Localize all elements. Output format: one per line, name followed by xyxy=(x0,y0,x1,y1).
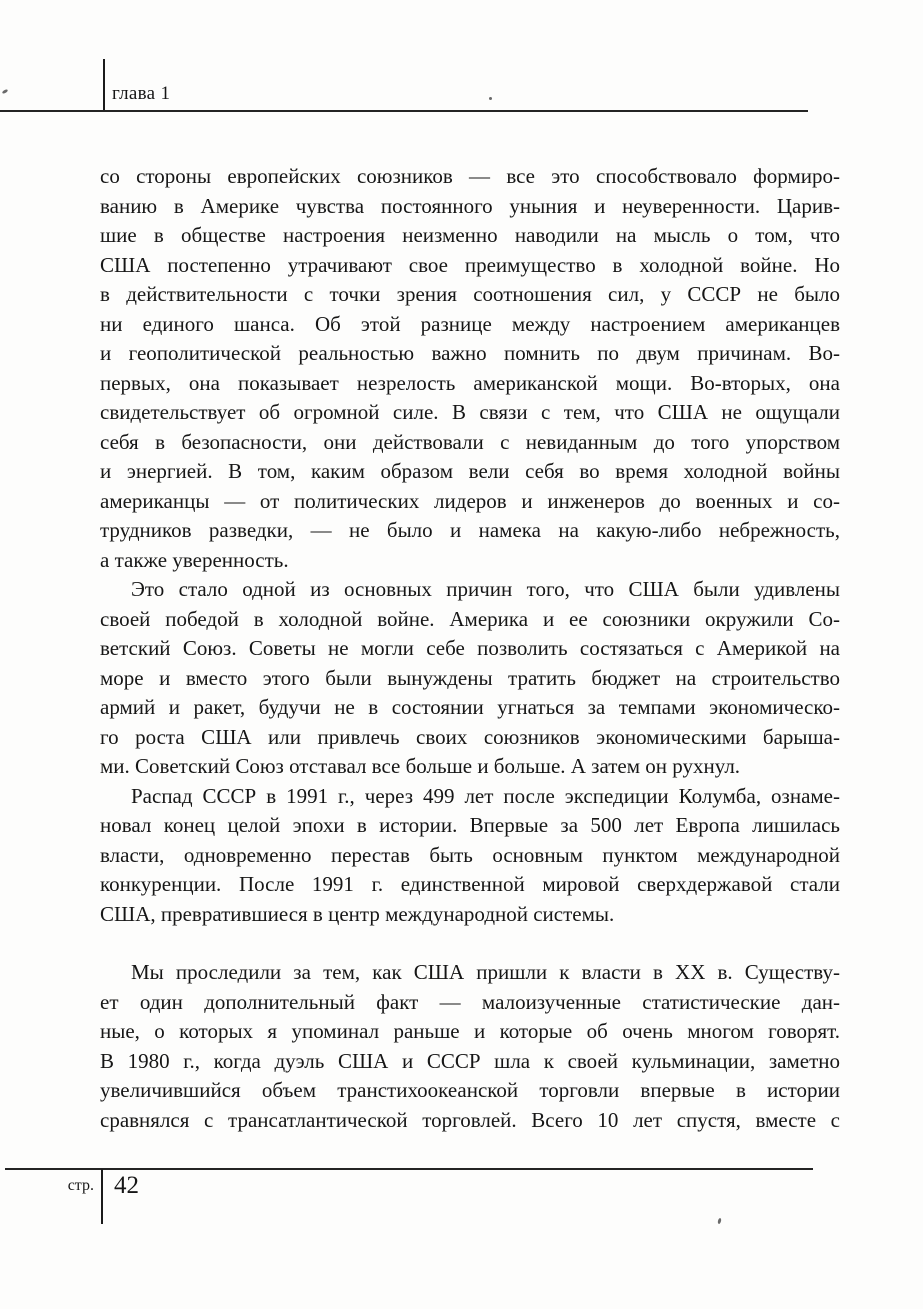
text-line: ванию в Америке чувства постоянного уныния и неуверенности. Царив- xyxy=(100,193,840,218)
text-line: со стороны европейских союзников — все это способствовало формиро- xyxy=(100,164,840,188)
text-line: первых, она показывает незрелость американской мощи. Во-вторых, она xyxy=(100,370,840,395)
text-line: и энергией. В том, каким образом вели себя во время холодной войны xyxy=(100,459,840,483)
text-line: Мы проследили за тем, как США пришли к власти в XX в. Существу- xyxy=(131,960,840,984)
paragraph xyxy=(100,782,840,930)
header-divider-line xyxy=(103,59,105,111)
text-line: В 1980 г., когда дуэль США и СССР шла к своей кульминации, заметно xyxy=(100,1048,840,1073)
text-line: себя в безопасности, они действовали с невиданным до того упорством xyxy=(100,429,840,454)
text-line: ные, о которых я упоминал раньше и которые об очень многом говорят. xyxy=(100,1019,840,1043)
page-label: стр. xyxy=(67,1177,94,1194)
text-line: шие в обществе настроения неизменно наводили на мысль о том, что xyxy=(100,223,840,247)
text-line: море и вместо этого были вынуждены тратить бюджет на строительство xyxy=(100,665,840,690)
text-line: ет один дополнительный факт — малоизученные статистические дан- xyxy=(100,989,840,1014)
paragraph xyxy=(100,162,840,575)
text-line: Распад СССР в 1991 г., через 499 лет после экспедиции Колумба, ознаме- xyxy=(131,783,840,808)
paragraph xyxy=(100,958,840,1135)
text-line: сравнялся с трансатлантической торговлей. Всего 10 лет спустя, вместе с xyxy=(100,1107,840,1132)
text-line: США, превратившиеся в центр международной системы. xyxy=(100,901,615,926)
text-line: власти, одновременно перестав быть основным пунктом международной xyxy=(100,842,840,867)
footer-rule xyxy=(5,1168,813,1170)
text-line: и геополитической реальностью важно помнить по двум причинам. Во- xyxy=(100,341,840,365)
scan-speck xyxy=(489,97,492,100)
text-line: трудников разведки, — не было и намека на какую-либо небрежность, xyxy=(100,518,840,542)
text-line: а также уверенность. xyxy=(100,547,289,572)
text-line: армий и ракет, будучи не в состоянии угнаться за темпами экономическо- xyxy=(100,695,840,719)
text-line: увеличившийся объем транстихоокеанской торговли впервые в истории xyxy=(100,1078,840,1102)
footer-divider-line xyxy=(101,1169,103,1224)
scan-speck xyxy=(717,1218,721,1225)
page-number: 42 xyxy=(114,1172,139,1199)
paragraph xyxy=(100,575,840,782)
scan-speck xyxy=(2,89,9,95)
text-line: в действительности с точки зрения соотношения сил, у СССР не было xyxy=(100,282,840,306)
chapter-label: глава 1 xyxy=(112,83,171,104)
text-line: ми. Советский Союз отставал все больше и больше. А затем он рухнул. xyxy=(100,754,741,778)
text-line: новал конец целой эпохи в истории. Впервые за 500 лет Европа лишилась xyxy=(100,813,840,837)
text-line: свидетельствует об огромной силе. В связи с тем, что США не ощущали xyxy=(100,400,840,424)
text-line: своей победой в холодной войне. Америка и ее союзники окружили Со- xyxy=(100,606,840,631)
text-line: Это стало одной из основных причин того, что США были удивлены xyxy=(131,577,840,601)
text-line: США постепенно утрачивают свое преимущество в холодной войне. Но xyxy=(100,252,840,277)
text-line: ни единого шанса. Об этой разнице между настроением американцев xyxy=(100,311,840,336)
text-line: конкуренции. После 1991 г. единственной мировой сверхдержавой стали xyxy=(100,872,840,896)
body-text xyxy=(100,162,840,1135)
header-rule xyxy=(0,110,808,112)
text-line: ветский Союз. Советы не могли себе позволить состязаться с Америкой на xyxy=(100,636,840,660)
text-line: го роста США или привлечь своих союзников экономическими барыша- xyxy=(100,724,840,749)
text-line: американцы — от политических лидеров и инженеров до военных и со- xyxy=(100,488,840,513)
